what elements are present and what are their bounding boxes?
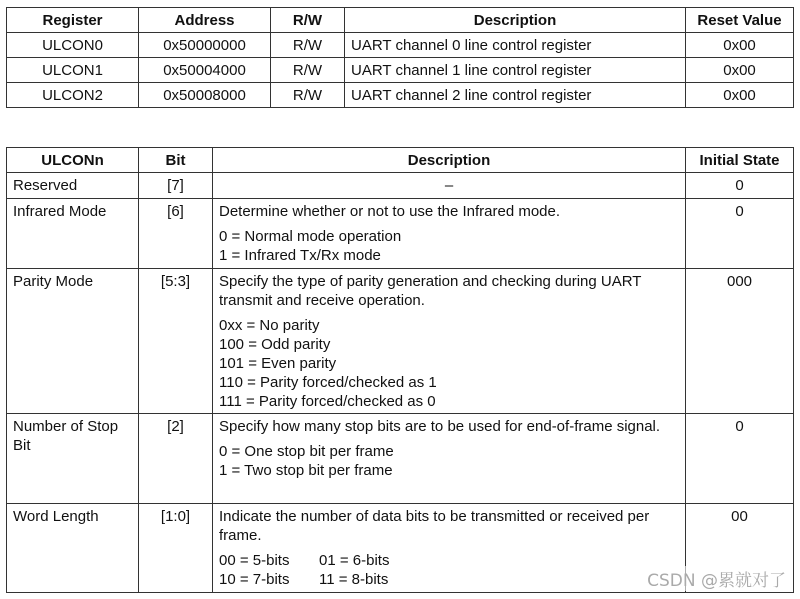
field-name: Infrared Mode (7, 199, 139, 269)
option: 10 = 7-bits (219, 571, 290, 588)
option: 111 = Parity forced/checked as 0 (219, 393, 436, 410)
option: 1 = Infrared Tx/Rx mode (219, 247, 381, 264)
cell: UART channel 2 line control register (345, 83, 686, 108)
field-desc-cell (213, 414, 686, 504)
option-line (219, 570, 679, 589)
column-header: Description (345, 8, 686, 33)
option: 1 = Two stop bit per frame (219, 462, 393, 479)
cell: 0x00 (686, 33, 794, 58)
field-desc: Indicate the number of data bits to be transmitted or received per frame. (219, 508, 650, 544)
cell: 0x00 (686, 83, 794, 108)
field-desc: Determine whether or not to use the Infrared mode. (219, 203, 561, 220)
column-header: Register (7, 8, 139, 33)
field-bit: [1:0] (139, 504, 213, 593)
option: 0 = Normal mode operation (219, 228, 402, 245)
column-header: Bit (139, 148, 213, 173)
field-init: 00 (686, 504, 794, 593)
cell: 0x50004000 (139, 58, 271, 83)
option: 01 = 6-bits (319, 552, 390, 569)
field-bit: [5:3] (139, 269, 213, 414)
column-header: ULCONn (7, 148, 139, 173)
cell: 0x50008000 (139, 83, 271, 108)
column-header: R/W (271, 8, 345, 33)
table-row (7, 199, 794, 269)
field-desc: Specify the type of parity generation and checking during UART transmit and receive operation. (219, 273, 642, 309)
column-header: Initial State (686, 148, 794, 173)
field-desc: Specify how many stop bits are to be used for end-of-frame signal. (219, 418, 661, 435)
cell: UART channel 1 line control register (345, 58, 686, 83)
table-row (7, 33, 794, 58)
cell: ULCON1 (7, 58, 139, 83)
cell: UART channel 0 line control register (345, 33, 686, 58)
column-header: Description (213, 148, 686, 173)
column-header: Reset Value (686, 8, 794, 33)
bit-table (6, 147, 794, 593)
field-desc-cell (213, 269, 686, 414)
field-init: 0 (686, 173, 794, 199)
table-row (7, 414, 794, 504)
cell: R/W (271, 58, 345, 83)
field-desc-cell (213, 199, 686, 269)
field-name: Reserved (7, 173, 139, 199)
field-name: Word Length (7, 504, 139, 593)
option: 110 = Parity forced/checked as 1 (219, 374, 437, 391)
cell: ULCON0 (7, 33, 139, 58)
cell: R/W (271, 83, 345, 108)
field-name: Number of Stop Bit (7, 414, 139, 504)
option: 00 = 5-bits (219, 552, 290, 569)
option: 101 = Even parity (219, 355, 337, 372)
register-table (6, 7, 794, 108)
table-header-row (7, 148, 794, 173)
option: 100 = Odd parity (219, 336, 331, 353)
cell: 0x00 (686, 58, 794, 83)
option: 11 = 8-bits (319, 571, 389, 588)
table-row (7, 83, 794, 108)
column-header: Address (139, 8, 271, 33)
field-init: 000 (686, 269, 794, 414)
watermark: CSDN @累就对了 (647, 566, 786, 591)
field-desc: – (213, 173, 686, 199)
option: 0xx = No parity (219, 317, 320, 334)
field-init: 0 (686, 199, 794, 269)
field-bit: [7] (139, 173, 213, 199)
field-name: Parity Mode (7, 269, 139, 414)
table-row (7, 173, 794, 199)
table-header-row (7, 8, 794, 33)
field-desc-cell (213, 504, 686, 593)
table-row (7, 58, 794, 83)
table-row (7, 269, 794, 414)
cell: ULCON2 (7, 83, 139, 108)
field-bit: [2] (139, 414, 213, 504)
option: 0 = One stop bit per frame (219, 443, 394, 460)
field-bit: [6] (139, 199, 213, 269)
cell: R/W (271, 33, 345, 58)
cell: 0x50000000 (139, 33, 271, 58)
option-line (219, 551, 679, 570)
field-init: 0 (686, 414, 794, 504)
